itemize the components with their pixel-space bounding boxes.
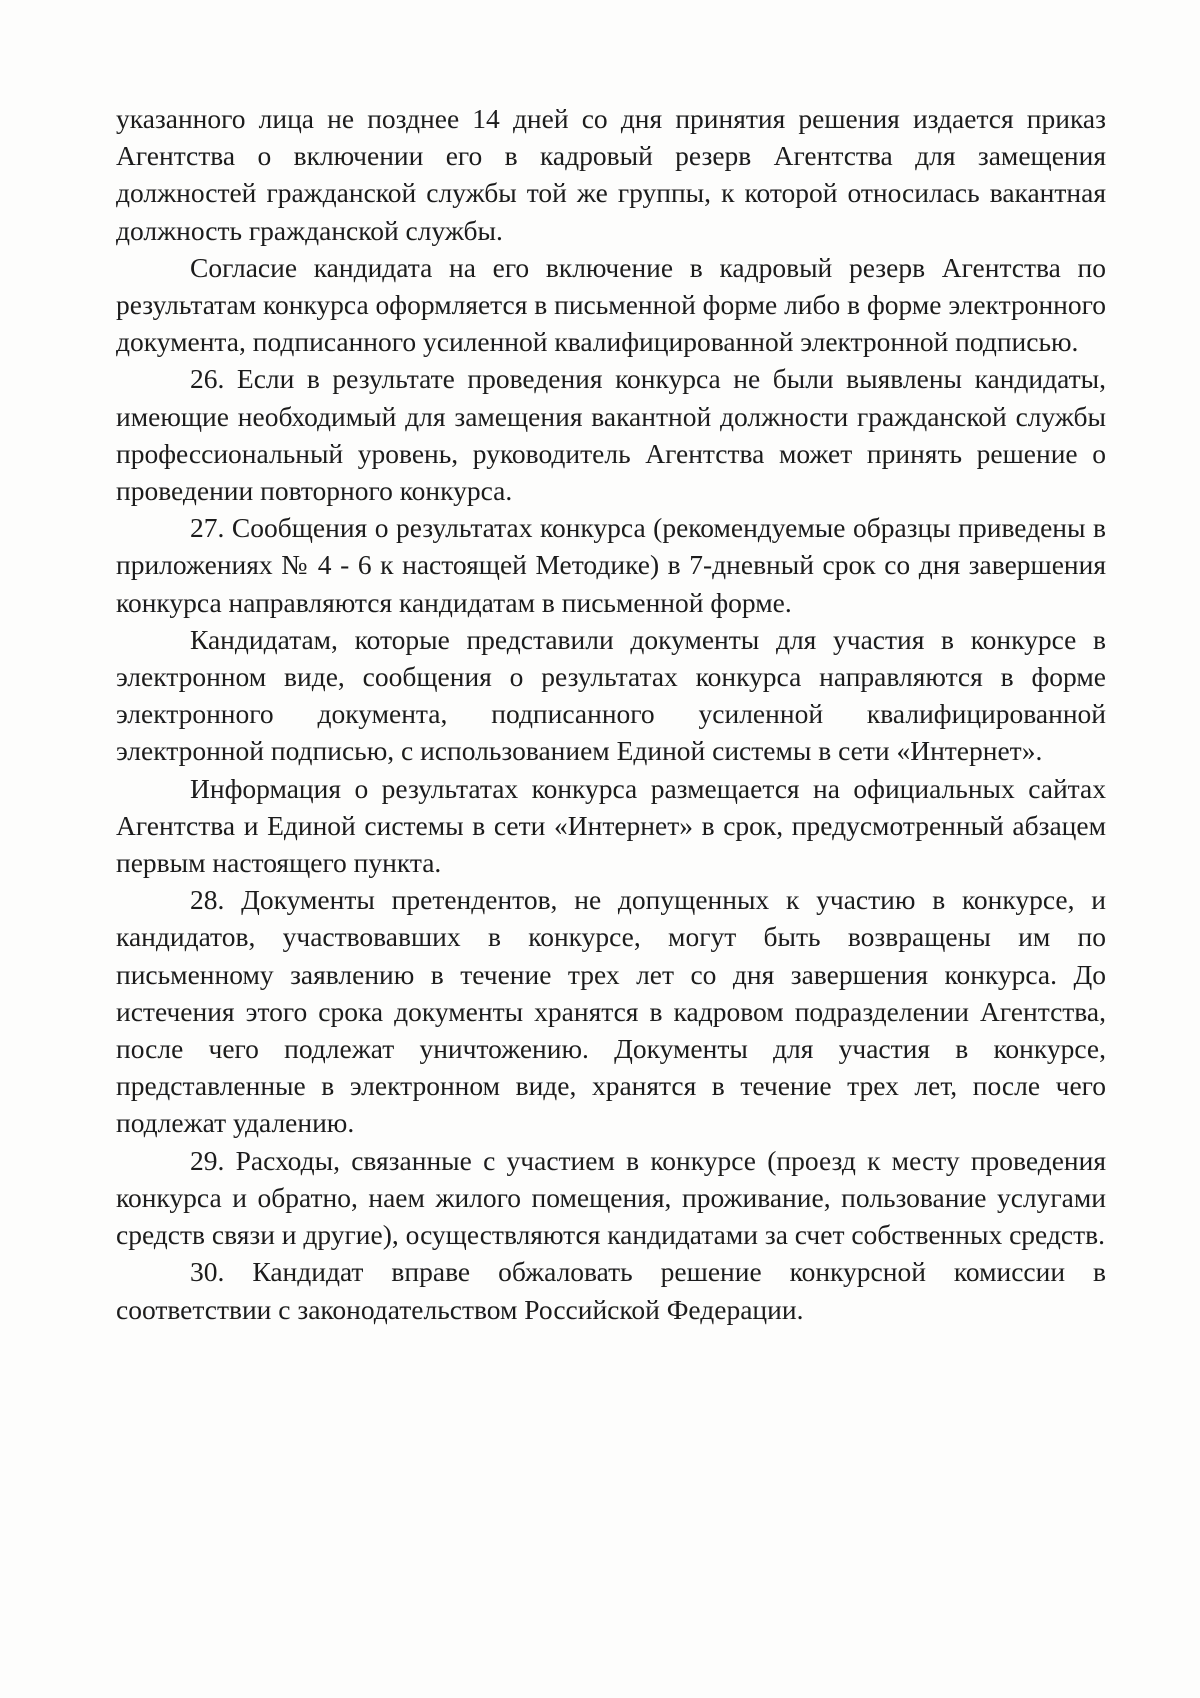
paragraph-clause-30: 30. Кандидат вправе обжаловать решение конкурсной комиссии в соответствии с законодательством Российской Федерации. xyxy=(116,1256,1106,1325)
paragraph-results-publication: Информация о результатах конкурса размещается на официальных сайтах Агентства и Единой системы в сети «Интернет» в срок, предусмотренный абзацем первым настоящего пункта. xyxy=(116,772,1106,879)
paragraph-clause-29: 29. Расходы, связанные с участием в конкурсе (проезд к месту проведения конкурса и обратно, наем жилого помещения, проживание, пользование услугами средств связи и другие), осуществляются кандидатами за счет собственных средств. xyxy=(116,1144,1106,1251)
paragraph-clause-27: 27. Сообщения о результатах конкурса (рекомендуемые образцы приведены в приложениях № 4 - 6 к настоящей Методике) в 7-дневный срок со дня завершения конкурса направляются кандидатам в письменной форме. xyxy=(116,512,1106,618)
paragraph-clause-28: 28. Документы претендентов, не допущенных к участию в конкурсе, и кандидатов, участвовавших в конкурсе, могут быть возвращены им по письменному заявлению в течение трех лет со дня завершения конкурса. До истечения этого срока документы хранятся в кадровом подразделении Агентства, после чего подлежат уничтожению. Документы для участия в конкурсе, представленные в электронном виде, хранятся в течение трех лет, после чего подлежат удалению. xyxy=(116,884,1106,1139)
paragraph-continuation: указанного лица не позднее 14 дней со дня принятия решения издается приказ Агентства о включении его в кадровый резерв Агентства для замещения должностей гражданской службы той же группы, к которой относилась вакантная должность гражданской службы. xyxy=(116,103,1106,246)
paragraph-electronic-notice: Кандидатам, которые представили документы для участия в конкурсе в электронном виде, сообщения о результатах конкурса направляются в форме электронного документа, подписанного усиленной квалифицированной электронной подписью, с использованием Единой системы в сети «Интернет». xyxy=(116,623,1106,767)
document-body xyxy=(116,100,1106,1328)
paragraph-reserve-consent: Согласие кандидата на его включение в кадровый резерв Агентства по результатам конкурса оформляется в письменной форме либо в форме электронного документа, подписанного усиленной квалифицированной электронной подписью. xyxy=(116,251,1106,358)
paragraph-clause-26: 26. Если в результате проведения конкурса не были выявлены кандидаты, имеющие необходимый для замещения вакантной должности гражданской службы профессиональный уровень, руководитель Агентства может принять решение о проведении повторного конкурса. xyxy=(116,363,1106,507)
